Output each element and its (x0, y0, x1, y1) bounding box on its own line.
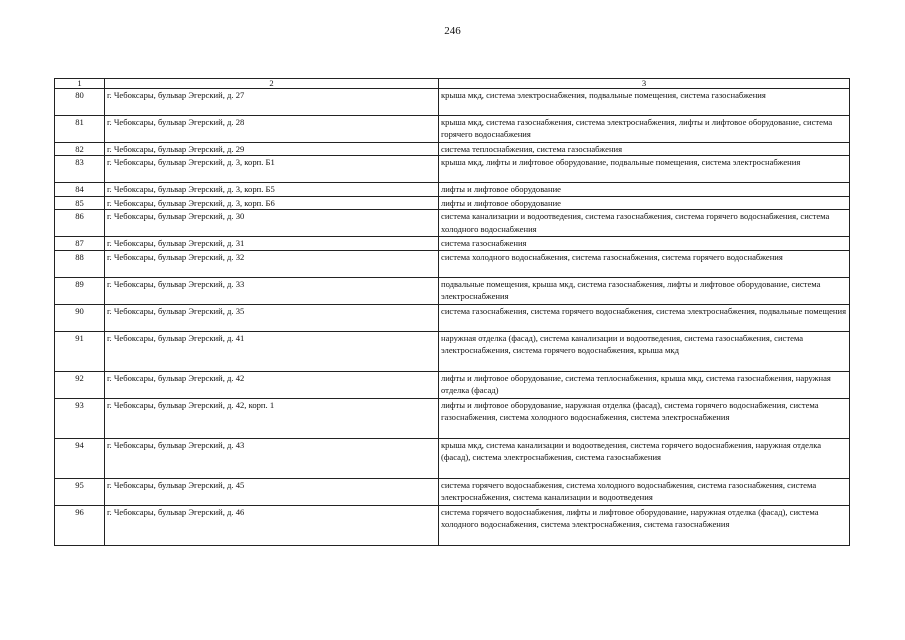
row-systems: лифты и лифтовое оборудование, система теплоснабжения, крыша мкд, система газоснабжения, наружная отделка (фасад) (439, 371, 850, 398)
row-address: г. Чебоксары, бульвар Эгерский, д. 42 (105, 371, 439, 398)
table-row (55, 398, 850, 438)
row-number: 89 (55, 277, 105, 304)
row-number: 82 (55, 143, 105, 156)
row-address: г. Чебоксары, бульвар Эгерский, д. 32 (105, 250, 439, 277)
row-address: г. Чебоксары, бульвар Эгерский, д. 42, корп. 1 (105, 398, 439, 438)
buildings-table (54, 78, 850, 546)
table-row (55, 156, 850, 183)
row-systems: лифты и лифтовое оборудование (439, 183, 850, 196)
row-address: г. Чебоксары, бульвар Эгерский, д. 27 (105, 89, 439, 116)
row-systems: крыша мкд, система газоснабжения, система электроснабжения, лифты и лифтовое оборудование, система горячего водоснабжения (439, 116, 850, 143)
table-row (55, 371, 850, 398)
row-number: 93 (55, 398, 105, 438)
table-row (55, 210, 850, 237)
table-row (55, 116, 850, 143)
table-row (55, 183, 850, 196)
row-systems: крыша мкд, лифты и лифтовое оборудование, подвальные помещения, система электроснабжения (439, 156, 850, 183)
row-systems: система канализации и водоотведения, система газоснабжения, система горячего водоснабжения, система холодного водоснабжения (439, 210, 850, 237)
column-header-address: 2 (105, 79, 439, 89)
row-systems: крыша мкд, система канализации и водоотведения, система горячего водоснабжения, наружная отделка (фасад), система электроснабжения, система газоснабжения (439, 438, 850, 478)
row-systems: крыша мкд, система электроснабжения, подвальные помещения, система газоснабжения (439, 89, 850, 116)
row-address: г. Чебоксары, бульвар Эгерский, д. 3, корп. Б5 (105, 183, 439, 196)
column-header-systems: 3 (439, 79, 850, 89)
row-address: г. Чебоксары, бульвар Эгерский, д. 41 (105, 331, 439, 371)
row-systems: система горячего водоснабжения, система холодного водоснабжения, система газоснабжения, система электроснабжения, система канализации и водоотведения (439, 478, 850, 505)
row-number: 86 (55, 210, 105, 237)
row-systems: лифты и лифтовое оборудование (439, 196, 850, 209)
table-row (55, 438, 850, 478)
row-address: г. Чебоксары, бульвар Эгерский, д. 30 (105, 210, 439, 237)
row-systems: система теплоснабжения, система газоснабжения (439, 143, 850, 156)
row-systems: система горячего водоснабжения, лифты и лифтовое оборудование, наружная отделка (фасад), система холодного водоснабжения, система электроснабжения, система газоснабжения (439, 505, 850, 545)
row-systems: подвальные помещения, крыша мкд, система газоснабжения, лифты и лифтовое оборудование, система электроснабжения (439, 277, 850, 304)
row-number: 87 (55, 237, 105, 250)
row-address: г. Чебоксары, бульвар Эгерский, д. 43 (105, 438, 439, 478)
row-number: 90 (55, 304, 105, 331)
row-number: 91 (55, 331, 105, 371)
row-number: 84 (55, 183, 105, 196)
table-row (55, 478, 850, 505)
page-number: 246 (444, 25, 461, 37)
row-systems: система газоснабжения (439, 237, 850, 250)
row-systems: система газоснабжения, система горячего водоснабжения, система электроснабжения, подвальные помещения (439, 304, 850, 331)
row-number: 96 (55, 505, 105, 545)
table-row (55, 304, 850, 331)
row-systems: система холодного водоснабжения, система газоснабжения, система горячего водоснабжения (439, 250, 850, 277)
row-number: 85 (55, 196, 105, 209)
table-row (55, 143, 850, 156)
row-address: г. Чебоксары, бульвар Эгерский, д. 31 (105, 237, 439, 250)
row-number: 88 (55, 250, 105, 277)
row-number: 92 (55, 371, 105, 398)
table-row (55, 331, 850, 371)
column-header-number: 1 (55, 79, 105, 89)
row-number: 81 (55, 116, 105, 143)
row-address: г. Чебоксары, бульвар Эгерский, д. 29 (105, 143, 439, 156)
row-address: г. Чебоксары, бульвар Эгерский, д. 33 (105, 277, 439, 304)
row-address: г. Чебоксары, бульвар Эгерский, д. 3, корп. Б6 (105, 196, 439, 209)
table-row (55, 237, 850, 250)
row-address: г. Чебоксары, бульвар Эгерский, д. 28 (105, 116, 439, 143)
row-number: 95 (55, 478, 105, 505)
table-row (55, 277, 850, 304)
row-address: г. Чебоксары, бульвар Эгерский, д. 3, корп. Б1 (105, 156, 439, 183)
row-systems: наружная отделка (фасад), система канализации и водоотведения, система газоснабжения, система электроснабжения, система горячего водоснабжения, крыша мкд (439, 331, 850, 371)
row-address: г. Чебоксары, бульвар Эгерский, д. 46 (105, 505, 439, 545)
table-row (55, 89, 850, 116)
row-number: 94 (55, 438, 105, 478)
table-row (55, 505, 850, 545)
row-number: 80 (55, 89, 105, 116)
table-header-row (55, 79, 850, 89)
row-address: г. Чебоксары, бульвар Эгерский, д. 35 (105, 304, 439, 331)
row-systems: лифты и лифтовое оборудование, наружная отделка (фасад), система горячего водоснабжения, система газоснабжения, система холодного водоснабжения, система электроснабжения (439, 398, 850, 438)
row-address: г. Чебоксары, бульвар Эгерский, д. 45 (105, 478, 439, 505)
table-row (55, 250, 850, 277)
table-row (55, 196, 850, 209)
row-number: 83 (55, 156, 105, 183)
